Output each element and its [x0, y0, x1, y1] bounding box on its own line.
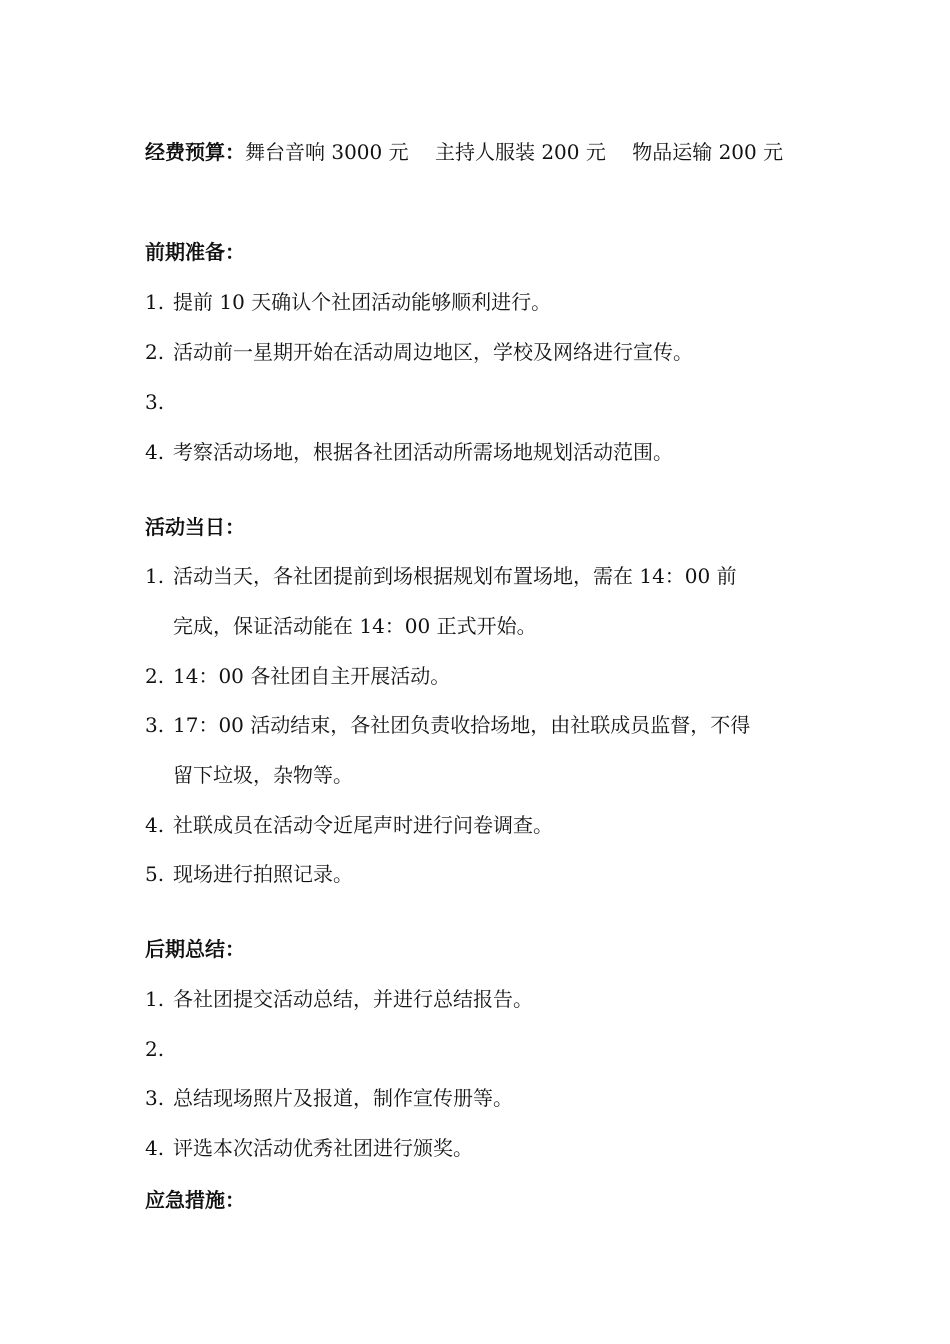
item-number: 1.: [145, 987, 165, 1011]
item-text: 各社团提交活动总结，并进行总结报告。: [173, 987, 533, 1011]
item-text: 活动前一星期开始在活动周边地区，学校及网络进行宣传。: [173, 340, 693, 364]
item-number: 3.: [145, 713, 165, 737]
list-item: [145, 1036, 173, 1062]
item-number: 4.: [145, 1136, 165, 1160]
list-item: [145, 1085, 513, 1111]
event-day-heading: 活动当日：: [145, 515, 245, 539]
item-text: 活动当天，各社团提前到场根据规划布置场地，需在 14：00 前: [173, 564, 737, 588]
budget-text: 舞台音响 3000 元 主持人服装 200 元 物品运输 200 元: [245, 140, 784, 164]
budget-label: 经费预算：: [145, 140, 245, 164]
list-item: [145, 812, 553, 838]
list-item: [145, 986, 533, 1012]
list-item: [145, 1135, 473, 1161]
item-text: 现场进行拍照记录。: [173, 862, 353, 886]
item-number: 1.: [145, 290, 165, 314]
item-text: 评选本次活动优秀社团进行颁奖。: [173, 1136, 473, 1160]
item-number: 2.: [145, 664, 165, 688]
item-text: 17：00 活动结束，各社团负责收拾场地，由社联成员监督，不得: [173, 713, 751, 737]
item-continuation: 完成，保证活动能在 14：00 正式开始。: [173, 614, 537, 638]
preparation-heading: 前期准备：: [145, 240, 245, 264]
item-text: 总结现场照片及报道，制作宣传册等。: [173, 1086, 513, 1110]
item-text: 社联成员在活动令近尾声时进行问卷调查。: [173, 813, 553, 837]
emergency-heading: 应急措施：: [145, 1188, 245, 1212]
list-item: [145, 389, 173, 415]
item-number: 2.: [145, 1037, 165, 1061]
item-number: 3.: [145, 390, 165, 414]
item-number: 2.: [145, 340, 165, 364]
list-item: [145, 712, 750, 738]
summary-heading: 后期总结：: [145, 937, 245, 961]
item-number: 1.: [145, 564, 165, 588]
item-number: 4.: [145, 813, 165, 837]
list-item: [145, 563, 737, 589]
list-item: [145, 339, 693, 365]
item-text: 14：00 各社团自主开展活动。: [173, 664, 451, 688]
item-number: 3.: [145, 1086, 165, 1110]
budget-line: [145, 139, 783, 165]
item-text: 考察活动场地，根据各社团活动所需场地规划活动范围。: [173, 440, 673, 464]
list-item: [145, 861, 353, 887]
list-item: [145, 663, 450, 689]
item-continuation: 留下垃圾，杂物等。: [173, 763, 353, 787]
item-number: 4.: [145, 440, 165, 464]
list-item: [145, 439, 673, 465]
item-text: 提前 10 天确认个社团活动能够顺利进行。: [173, 290, 552, 314]
item-number: 5.: [145, 862, 165, 886]
list-item: [145, 289, 551, 315]
